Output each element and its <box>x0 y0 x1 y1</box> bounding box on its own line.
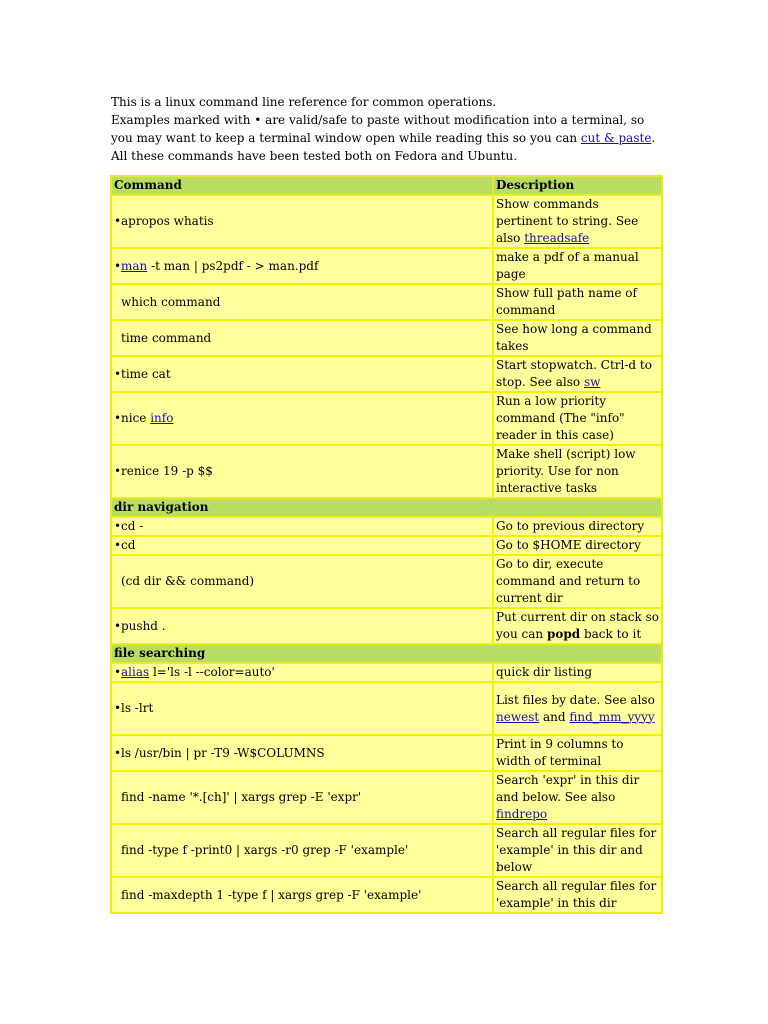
safe-bullet: • <box>114 665 122 679</box>
table-row <box>111 445 662 498</box>
description-cell: Go to $HOME directory <box>493 536 662 555</box>
dir-navigation-heading: dir navigation <box>111 498 662 517</box>
safe-bullet: • <box>114 618 122 633</box>
description-text: List files by date. See also <box>496 692 655 707</box>
section-header-row <box>111 498 662 517</box>
command-text: time cat <box>121 366 171 381</box>
command-cell <box>111 682 493 735</box>
intro-text <box>111 93 671 165</box>
table-row <box>111 877 662 913</box>
command-text: ls -lrt <box>121 701 154 715</box>
command-text: apropos whatis <box>121 214 214 228</box>
command-cell <box>111 824 493 877</box>
table-row <box>111 682 662 735</box>
command-text: find -name '*.[ch]' | xargs grep -E 'expr' <box>121 790 362 804</box>
table-header-row <box>111 176 662 195</box>
description-text: Search 'expr' in this dir and below. See also <box>496 773 640 804</box>
command-text: renice 19 -p $$ <box>121 464 213 478</box>
command-cell <box>111 536 493 555</box>
popd-keyword: popd <box>546 627 581 641</box>
command-reference-table <box>110 175 663 914</box>
command-text: l='ls -l --color=auto' <box>149 665 275 679</box>
description-cell <box>493 195 662 248</box>
description-text-end: back to it <box>580 627 642 641</box>
safe-bullet: • <box>114 411 122 425</box>
description-cell: Go to previous directory <box>493 517 662 536</box>
description-cell: quick dir listing <box>493 663 662 682</box>
table-row <box>111 536 662 555</box>
table-row <box>111 771 662 824</box>
description-cell: Print in 9 columns to width of terminal <box>493 735 662 771</box>
command-text: nice <box>121 411 151 425</box>
table-row <box>111 284 662 320</box>
intro-line-1: This is a linux command line reference for common operations. <box>111 95 497 109</box>
command-cell <box>111 771 493 824</box>
description-cell: See how long a command takes <box>493 320 662 356</box>
alias-link[interactable]: alias <box>121 665 150 679</box>
safe-bullet: • <box>114 214 122 228</box>
description-cell: Run a low priority command (The "info" reader in this case) <box>493 392 662 445</box>
table-row <box>111 392 662 445</box>
safe-bullet: • <box>114 701 122 715</box>
command-text: cd - <box>121 519 144 533</box>
table-row <box>111 824 662 877</box>
threadsafe-link[interactable]: threadsafe <box>524 231 590 245</box>
command-text: find -maxdepth 1 -type f | xargs grep -F 'example' <box>121 887 422 902</box>
command-text: time command <box>121 330 212 345</box>
command-column-header: Command <box>111 176 493 195</box>
command-text: -t man | ps2pdf - > man.pdf <box>147 258 319 273</box>
table-row <box>111 195 662 248</box>
file-searching-heading: file searching <box>111 644 662 663</box>
table-row <box>111 555 662 608</box>
findrepo-link[interactable]: findrepo <box>496 807 548 821</box>
safe-bullet: • <box>114 258 122 273</box>
description-and: and <box>539 709 570 724</box>
description-text: Start stopwatch. Ctrl-d to stop. See also <box>496 358 652 389</box>
sw-link[interactable]: sw <box>583 375 601 389</box>
command-cell <box>111 320 493 356</box>
command-text: ls /usr/bin | pr -T9 -W$COLUMNS <box>121 745 325 760</box>
table-row <box>111 320 662 356</box>
command-cell <box>111 663 493 682</box>
command-cell <box>111 735 493 771</box>
cut-paste-link[interactable]: cut & paste <box>580 131 652 145</box>
command-text: (cd dir && command) <box>121 574 255 588</box>
description-text: Put current dir on stack so you can <box>496 610 659 641</box>
man-link[interactable]: man <box>121 258 148 273</box>
safe-bullet: • <box>114 745 122 760</box>
command-cell <box>111 555 493 608</box>
table-row <box>111 356 662 392</box>
command-cell <box>111 517 493 536</box>
command-cell <box>111 248 493 284</box>
newest-link[interactable]: newest <box>496 709 540 724</box>
description-text: Show commands pertinent to string. See also <box>496 197 639 245</box>
description-cell <box>493 356 662 392</box>
safe-bullet: • <box>114 366 122 381</box>
description-cell <box>493 771 662 824</box>
description-cell: Go to dir, execute command and return to current dir <box>493 555 662 608</box>
table-row <box>111 248 662 284</box>
find-mm-yyyy-link[interactable]: find_mm_yyyy <box>569 709 655 724</box>
command-cell <box>111 445 493 498</box>
command-cell <box>111 195 493 248</box>
intro-line-3 <box>111 129 671 147</box>
command-text: cd <box>121 538 136 552</box>
command-cell <box>111 284 493 320</box>
table-row <box>111 608 662 644</box>
description-cell: Make shell (script) low priority. Use for non interactive tasks <box>493 445 662 498</box>
description-cell: make a pdf of a manual page <box>493 248 662 284</box>
command-cell <box>111 392 493 445</box>
section-header-row <box>111 644 662 663</box>
intro-line-2: Examples marked with • are valid/safe to paste without modification into a terminal, so <box>111 113 645 127</box>
safe-bullet: • <box>114 538 122 552</box>
command-cell <box>111 877 493 913</box>
safe-bullet: • <box>114 464 122 478</box>
description-cell: Show full path name of command <box>493 284 662 320</box>
command-cell <box>111 356 493 392</box>
description-column-header: Description <box>493 176 662 195</box>
description-cell: Search all regular files for 'example' in this dir and below <box>493 824 662 877</box>
description-cell <box>493 608 662 644</box>
description-cell <box>493 682 662 735</box>
info-link[interactable]: info <box>150 411 174 425</box>
safe-bullet: • <box>114 519 122 533</box>
table-row <box>111 517 662 536</box>
intro-line-3-end: . <box>651 131 656 145</box>
table-row <box>111 663 662 682</box>
command-cell <box>111 608 493 644</box>
command-text: which command <box>121 294 221 309</box>
intro-line-4: All these commands have been tested both on Fedora and Ubuntu. <box>111 149 518 163</box>
command-text: pushd . <box>121 618 166 633</box>
intro-line-3-text: you may want to keep a terminal window open while reading this so you can <box>111 131 581 145</box>
table-row <box>111 735 662 771</box>
command-text: find -type f -print0 | xargs -r0 grep -F 'example' <box>121 843 409 857</box>
description-cell: Search all regular files for 'example' in this dir <box>493 877 662 913</box>
